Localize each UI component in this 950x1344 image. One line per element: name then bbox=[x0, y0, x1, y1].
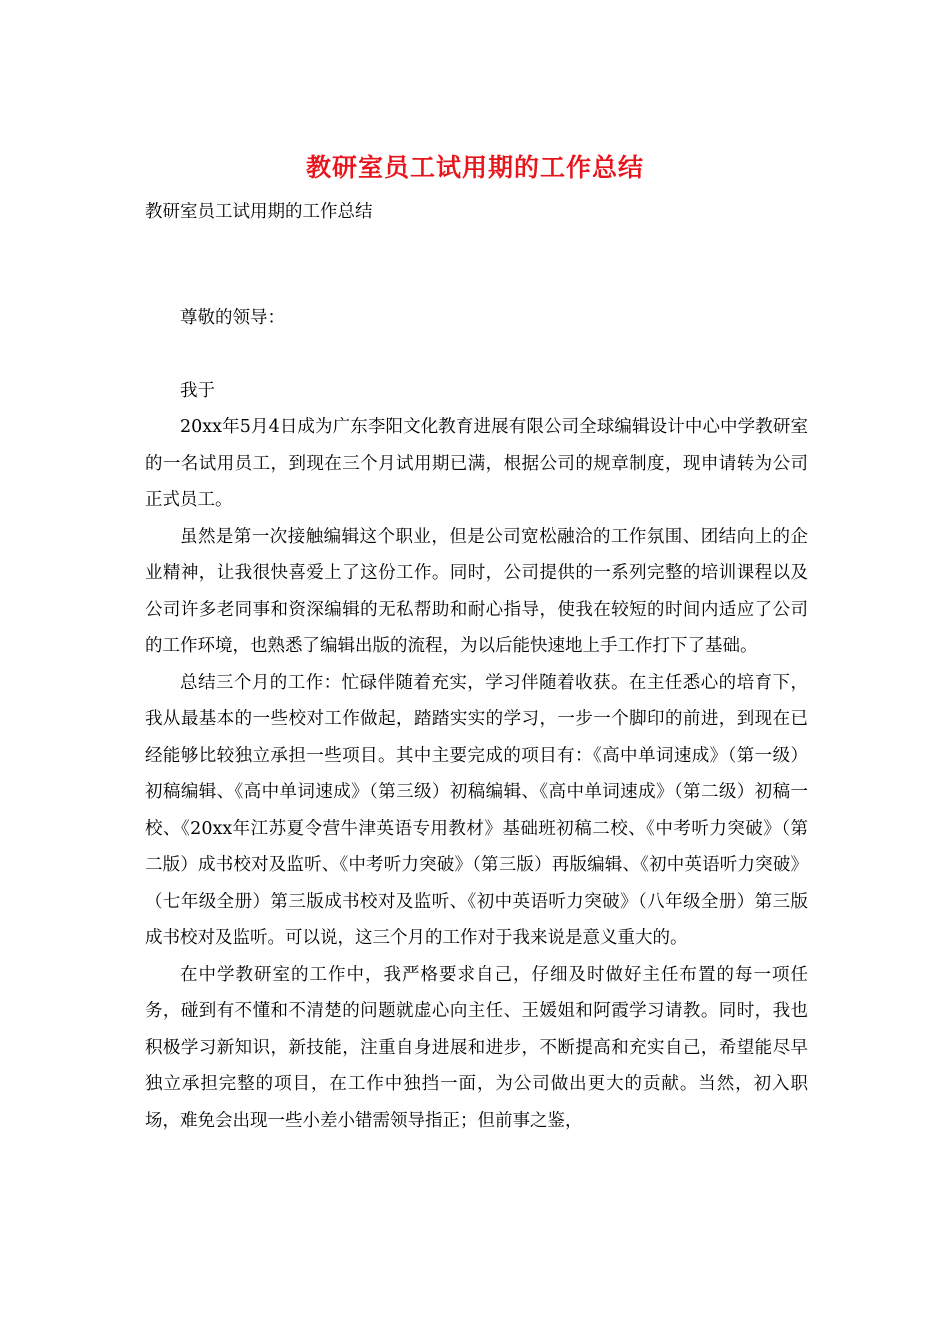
document-body bbox=[145, 300, 808, 1139]
paragraph-3: 总结三个月的工作：忙碌伴随着充实，学习伴随着收获。在主任悉心的培育下，我从最基本的一些校对工作做起，踏踏实实的学习，一步一个脚印的前进，到现在已经能够比较独立承担一些项目。其中主要完成的项目有：《高中单词速成》（第一级）初稿编辑、《高中单词速成》（第三级）初稿编辑、《高中单词速成》（第二级）初稿一校、《20xx年江苏夏令营牛津英语专用教材》基础班初稿二校、《中考听力突破》（第二版）成书校对及监听、《中考听力突破》（第三版）再版编辑、《初中英语听力突破》（七年级全册）第三版成书校对及监听、《初中英语听力突破》（八年级全册）第三版成书校对及监听。可以说，这三个月的工作对于我来说是意义重大的。 bbox=[145, 672, 808, 948]
document-subtitle: 教研室员工试用期的工作总结 bbox=[145, 202, 373, 222]
salutation: 尊敬的领导： bbox=[180, 308, 285, 328]
paragraph-1: 20xx年5月4日成为广东李阳文化教育进展有限公司全球编辑设计中心中学教研室的一名试用员工，到现在三个月试用期已满，根据公司的规章制度，现申请转为公司正式员工。 bbox=[145, 417, 808, 510]
spacer bbox=[145, 337, 808, 373]
document-title: 教研室员工试用期的工作总结 bbox=[305, 153, 644, 182]
intro-line: 我于 bbox=[180, 380, 215, 401]
paragraph-2: 虽然是第一次接触编辑这个职业，但是公司宽松融洽的工作氛围、团结向上的企业精神，让我很快喜爱上了这份工作。同时，公司提供的一系列完整的培训课程以及公司许多老同事和资深编辑的无私帮助和耐心指导，使我在较短的时间内适应了公司的工作环境，也熟悉了编辑出版的流程，为以后能快速地上手工作打下了基础。 bbox=[145, 526, 808, 656]
paragraph-4: 在中学教研室的工作中，我严格要求自己，仔细及时做好主任布置的每一项任务，碰到有不懂和不清楚的问题就虚心向主任、王媛姐和阿霞学习请教。同时，我也积极学习新知识，新技能，注重自身进展和进步，不断提高和充实自己，希望能尽早独立承担完整的项目，在工作中独挡一面，为公司做出更大的贡献。当然，初入职场，难免会出现一些小差小错需领导指正；但前事之鉴， bbox=[145, 964, 808, 1131]
